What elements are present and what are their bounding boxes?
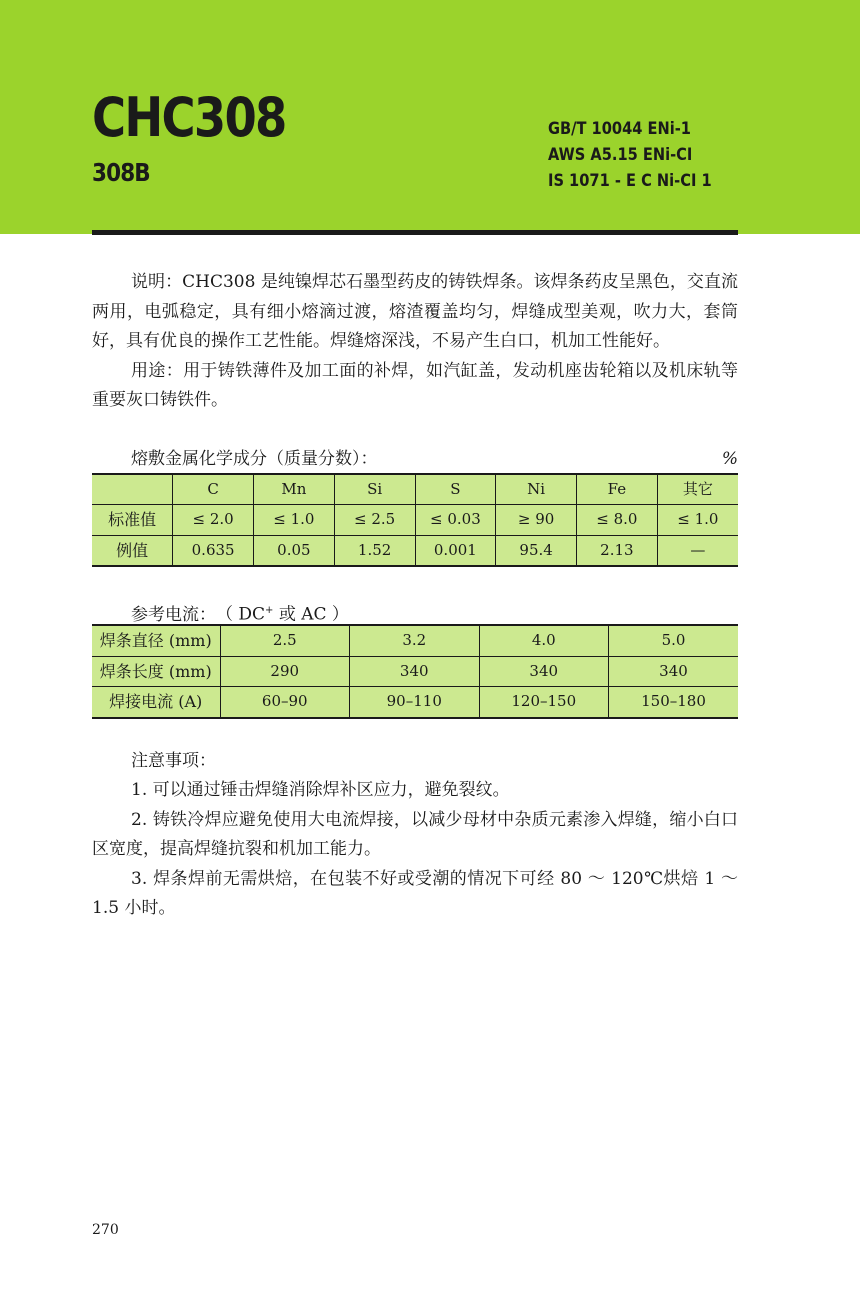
table-cell: ≤ 1.0 [254, 505, 335, 536]
table-cell: Mn [254, 474, 335, 505]
table-cell: 60–90 [220, 687, 350, 718]
standard-aws: AWS A5.15 ENi-CI [548, 145, 693, 165]
table-cell: 2.5 [220, 625, 350, 656]
chemical-title: 熔敷金属化学成分（质量分数）： [131, 448, 378, 469]
table-cell: S [415, 474, 496, 505]
table-cell: 120–150 [479, 687, 609, 718]
table-cell: 3.2 [350, 625, 480, 656]
table-cell: 340 [350, 656, 480, 687]
note-item: 3. 焊条焊前无需烘焙，在包装不好或受潮的情况下可经 80 ～ 120℃烘焙 1 ～ 1.5 小时。 [92, 868, 738, 918]
table-cell: 90–110 [350, 687, 480, 718]
table-cell: Fe [577, 474, 658, 505]
note-item: 1. 可以通过锤击焊缝消除焊补区应力，避免裂纹。 [131, 780, 510, 800]
table-cell: 340 [609, 656, 739, 687]
table-cell: ≤ 1.0 [657, 505, 738, 536]
table-cell: ≤ 2.5 [334, 505, 415, 536]
table-cell: 290 [220, 656, 350, 687]
chemical-unit: % [721, 448, 738, 469]
current-section-title [92, 596, 738, 624]
usage-paragraph [92, 357, 738, 416]
table-cell: Si [334, 474, 415, 505]
table-cell: 150–180 [609, 687, 739, 718]
current-title: 参考电流： [131, 604, 216, 625]
current-note-suffix: 或 AC ） [273, 604, 349, 625]
table-cell: 焊条长度 (mm) [92, 656, 220, 687]
table-cell: C [173, 474, 254, 505]
product-model: CHC308 [92, 86, 286, 149]
current-note-prefix: （ DC [216, 604, 266, 625]
chemical-header-row [92, 474, 738, 505]
table-row [92, 625, 738, 656]
header-rule [92, 230, 738, 235]
table-cell: ≥ 90 [496, 505, 577, 536]
table-row [92, 505, 738, 536]
notes-section [92, 747, 738, 924]
description-label: 说明： [131, 272, 183, 292]
standard-gb: GB/T 10044 ENi-1 [548, 119, 691, 139]
table-cell: 焊条直径 (mm) [92, 625, 220, 656]
table-cell: 340 [479, 656, 609, 687]
note-item: 2. 铸铁冷焊应避免使用大电流焊接，以减少母材中杂质元素渗入焊缝，缩小白口区宽度，提高焊缝抗裂和机加工能力。 [92, 809, 738, 859]
table-cell: 其它 [657, 474, 738, 505]
table-cell: 焊接电流 (A) [92, 687, 220, 718]
table-cell: 0.635 [173, 535, 254, 566]
table-cell: ≤ 0.03 [415, 505, 496, 536]
header-band [0, 0, 860, 234]
chemical-table [92, 473, 738, 568]
table-cell: 2.13 [577, 535, 658, 566]
table-cell: 95.4 [496, 535, 577, 566]
table-cell: 4.0 [479, 625, 609, 656]
table-cell: Ni [496, 474, 577, 505]
table-cell: 标准值 [92, 505, 173, 536]
table-cell: 例值 [92, 535, 173, 566]
table-row [92, 535, 738, 566]
description-paragraph [92, 268, 738, 357]
notes-title-text: 注意事项： [131, 750, 216, 771]
current-note-sup: + [265, 605, 274, 616]
table-cell: ≤ 2.0 [173, 505, 254, 536]
table-cell: — [657, 535, 738, 566]
page-number: 270 [92, 1222, 119, 1238]
notes-title [92, 747, 738, 777]
table-cell [92, 474, 173, 505]
table-cell: ≤ 8.0 [577, 505, 658, 536]
table-cell: 0.001 [415, 535, 496, 566]
table-cell: 1.52 [334, 535, 415, 566]
table-cell: 0.05 [254, 535, 335, 566]
table-cell: 5.0 [609, 625, 739, 656]
table-row [92, 687, 738, 718]
chemical-section-title [92, 445, 738, 473]
standard-is: IS 1071 - E C Ni-CI 1 [548, 171, 712, 191]
standards-list [548, 116, 712, 194]
main-content [92, 268, 738, 924]
description-text: CHC308 是纯镍焊芯石墨型药皮的铸铁焊条。该焊条药皮呈黑色，交直流两用，电弧稳定，具有细小熔滴过渡，熔渣覆盖均匀，焊缝成型美观，吹力大，套筒好，具有优良的操作工艺性能。焊缝熔深浅，不易产生白口，机加工性能好。 [92, 272, 739, 351]
usage-label: 用途： [131, 360, 184, 381]
product-submodel: 308B [92, 158, 150, 187]
usage-text: 用于铸铁薄件及加工面的补焊，如汽缸盖，发动机座齿轮箱以及机床轨等重要灰口铸铁件。 [92, 360, 739, 410]
table-row [92, 656, 738, 687]
current-table [92, 624, 738, 719]
